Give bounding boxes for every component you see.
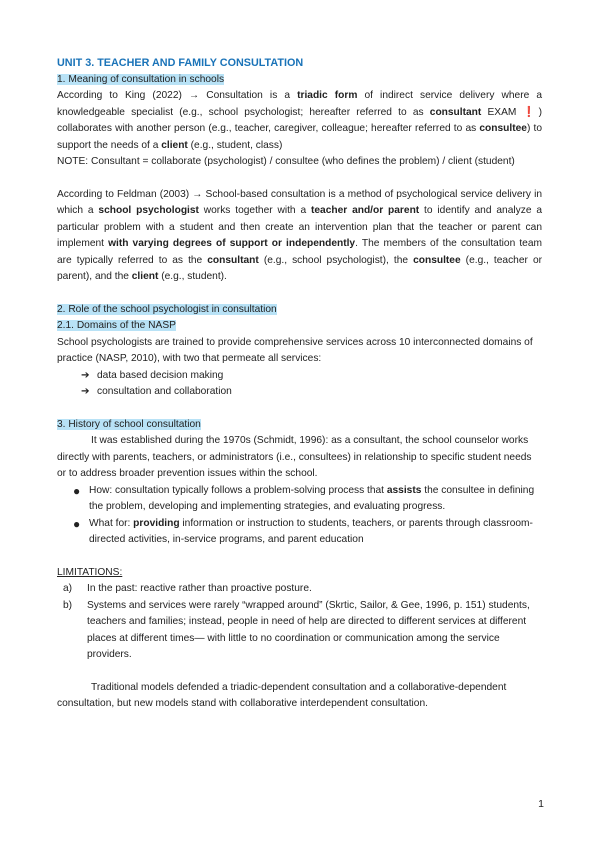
bold-consultant: consultant bbox=[429, 106, 482, 118]
page-number: 1 bbox=[538, 798, 544, 810]
text-run: works together with a bbox=[198, 205, 311, 216]
spacer bbox=[57, 401, 542, 417]
document-page bbox=[57, 55, 542, 713]
list-item-text: consultation and collaboration bbox=[97, 386, 232, 397]
feldman-definition-paragraph bbox=[57, 187, 542, 286]
text-run: (e.g., school psychologist), the bbox=[258, 254, 414, 266]
section-3-heading bbox=[57, 417, 542, 434]
limitations-list bbox=[57, 581, 542, 664]
nasp-paragraph: School psychologists are trained to provide comprehensive services across 10 interconnected domains of practice (NASP, 2010), with two that permeate all services: bbox=[57, 336, 533, 364]
arrow-icon: ➔ bbox=[81, 369, 90, 381]
list-item bbox=[81, 384, 542, 401]
list-marker: a) bbox=[63, 583, 73, 594]
bold-consultee: consultee bbox=[413, 254, 461, 266]
section-2-heading-text: 2. Role of the school psychologist in consultation bbox=[57, 303, 277, 315]
text-run: (e.g., teacher or parent), and the bbox=[57, 254, 543, 282]
list-item-text: In the past: reactive rather than proactive posture. bbox=[87, 583, 312, 594]
spacer bbox=[57, 171, 542, 187]
exclamation-icon: ❗ bbox=[522, 106, 539, 118]
subsection-2-1-heading bbox=[57, 318, 542, 335]
bold-consultant: consultant bbox=[207, 254, 259, 266]
text-run: (e.g., student, class) bbox=[187, 139, 283, 151]
text-run: How: consultation typically follows a problem-solving process that bbox=[89, 484, 387, 496]
text-run: ) collaborates with another person (e.g., teacher, caregiver, colleague; hereafter referred to as bbox=[57, 106, 542, 134]
list-item bbox=[63, 598, 542, 664]
bold-triadic-form: triadic form bbox=[297, 90, 358, 101]
bold-varying-degrees: with varying degrees of support or independently bbox=[108, 238, 356, 249]
list-item bbox=[63, 581, 542, 598]
text-run: According to King (2022) → Consultation is a bbox=[57, 90, 298, 101]
bullet-icon: ● bbox=[73, 483, 81, 498]
limitations-heading-text: LIMITATIONS: bbox=[57, 566, 123, 578]
spacer bbox=[57, 664, 542, 680]
text-run: of indirect service delivery where a knowledgeable specialist (e.g., school psychologist; hereafter referred to as bbox=[57, 90, 542, 118]
bold-school-psychologist: school psychologist bbox=[98, 205, 199, 216]
text-run: (e.g., student). bbox=[158, 271, 227, 282]
arrow-icon: ➔ bbox=[81, 386, 90, 397]
list-item bbox=[73, 483, 542, 516]
text-run: information or instruction to students, teachers, or parents through classroom-directed activities, in-service programs, and parent education bbox=[89, 517, 533, 545]
note-line: NOTE: Consultant = collaborate (psychologist) / consultee (who defines the problem) / client (student) bbox=[57, 156, 515, 167]
bold-assists: assists bbox=[386, 484, 422, 496]
text-run: . The members of the consultation team are typically referred to as the bbox=[57, 238, 542, 266]
list-item-text bbox=[89, 483, 542, 516]
history-paragraph: It was established during the 1970s (Schmidt, 1996): as a consultant, the school counselor works directly with parents, teachers, or administrators (i.e., consultees) in relationship to specific student needs or to address broader prevention issues within the school. bbox=[57, 435, 532, 479]
list-item bbox=[81, 368, 542, 385]
spacer bbox=[57, 549, 542, 565]
text-run: EXAM bbox=[481, 106, 523, 118]
text-run: to identify and analyze a particular problem with a student and then create an intervention plan that the teacher or parent can implement bbox=[57, 205, 542, 249]
section-1-heading bbox=[57, 72, 542, 89]
section-3-heading-text: 3. History of school consultation bbox=[57, 418, 201, 430]
history-bullets bbox=[57, 483, 542, 549]
bold-client: client bbox=[131, 271, 159, 282]
list-item-text bbox=[89, 516, 542, 549]
list-item bbox=[73, 516, 542, 549]
unit-title: UNIT 3. TEACHER AND FAMILY CONSULTATION bbox=[57, 57, 304, 69]
bullet-icon: ● bbox=[73, 516, 81, 531]
limitations-heading bbox=[57, 565, 542, 582]
section-1-heading-text: 1. Meaning of consultation in schools bbox=[57, 73, 225, 85]
list-item-text: data based decision making bbox=[97, 369, 224, 381]
bold-teacher-parent: teacher and/or parent bbox=[310, 205, 420, 216]
text-run: What for: bbox=[89, 517, 134, 529]
spacer bbox=[57, 286, 542, 302]
text-run: According to Feldman (2003) → School-based consultation is a method of psychological service delivery in which a bbox=[57, 188, 542, 216]
section-2-heading bbox=[57, 302, 542, 319]
text-run: the consultee in defining the problem, developing and implementing strategies, and evaluating progress. bbox=[89, 484, 535, 512]
closing-paragraph: Traditional models defended a triadic-dependent consultation and a collaborative-dependent consultation, but new models stand with collaborative interdependent consultation. bbox=[57, 681, 507, 709]
bold-providing: providing bbox=[133, 517, 180, 529]
king-definition-paragraph bbox=[57, 88, 542, 154]
bold-client: client bbox=[161, 139, 188, 151]
list-item-text: Systems and services were rarely “wrapped around” (Skrtic, Sailor, & Gee, 1996, p. 151) students, teachers and families; instead, people in need of help are directed to different services at different places at different times— with little to no coordination or communication among the service providers. bbox=[87, 599, 530, 660]
nasp-list bbox=[57, 368, 542, 401]
list-marker: b) bbox=[63, 599, 73, 611]
text-run: ) to support the needs of a bbox=[57, 123, 542, 151]
subsection-2-1-heading-text: 2.1. Domains of the NASP bbox=[57, 320, 176, 331]
bold-consultee: consultee bbox=[479, 123, 527, 134]
